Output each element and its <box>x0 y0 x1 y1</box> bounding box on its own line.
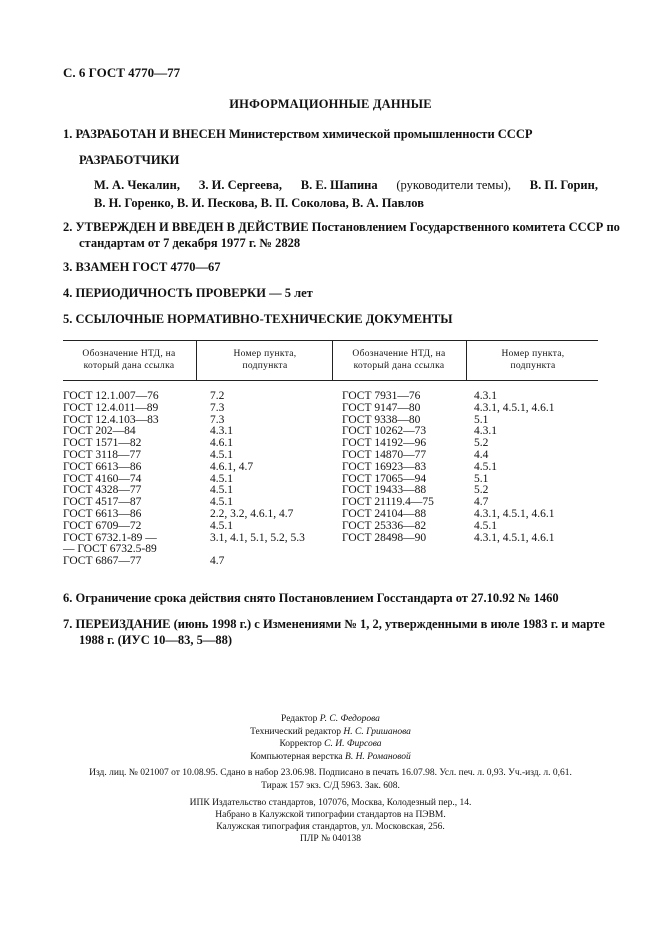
imprint-line: Набрано в Калужской типографии стандартов на ПЭВМ. <box>215 810 446 820</box>
table-cell: 5.1 <box>474 413 489 426</box>
imprint-line: ПЛР № 040138 <box>300 834 361 844</box>
credit-tech-editor: Технический редактор Н. С. Гришанова <box>250 726 411 737</box>
table-header-cell: Обозначение НТД, на который дана ссылка <box>82 349 176 371</box>
table-cell: ГОСТ 12.1.007—76 <box>63 390 159 402</box>
table-cell: 4.3.1 <box>474 390 497 402</box>
table-cell: 4.5.1 <box>210 472 233 485</box>
table-divider <box>332 340 333 380</box>
table-cell: ГОСТ 7931—76 <box>342 390 421 402</box>
table-cell: 4.5.1 <box>474 460 497 473</box>
section-2-line-1: 2. УТВЕРЖДЕН И ВВЕДЕН В ДЕЙСТВИЕ Постановлением Государственного комитета СССР по <box>63 220 620 234</box>
table-cell: ГОСТ 24104—88 <box>342 507 427 520</box>
table-divider <box>466 340 467 380</box>
developer-role: (руководители темы), <box>396 178 512 192</box>
table-cell: 4.6.1 <box>210 437 233 450</box>
section-1: 1. РАЗРАБОТАН И ВНЕСЕН Министерством химической промышленности СССР <box>63 127 533 141</box>
table-cell: ГОСТ 6867—77 <box>63 555 142 568</box>
developer-name: В. П. Горин, <box>529 178 598 192</box>
table-cell: 4.3.1 <box>474 425 497 438</box>
print-line-1: Изд. лиц. № 021007 от 10.08.95. Сдано в набор 23.06.98. Подписано в печать 16.07.98. Усл. печ. л. 0,93. Уч.-изд. л. 0,61. <box>89 768 572 778</box>
section-2-line-2: стандартам от 7 декабря 1977 г. № 2828 <box>79 236 301 250</box>
table-cell: ГОСТ 10262—73 <box>342 425 427 438</box>
section-4: 4. ПЕРИОДИЧНОСТЬ ПРОВЕРКИ — 5 лет <box>63 286 313 300</box>
imprint-line: Калужская типография стандартов, ул. Московская, 256. <box>216 822 445 832</box>
table-cell: ГОСТ 19433—88 <box>342 484 427 497</box>
document-title: ИНФОРМАЦИОННЫЕ ДАННЫЕ <box>229 97 432 111</box>
section-7-line-2: 1988 г. (ИУС 10—83, 5—88) <box>79 633 233 647</box>
table-cell: 4.6.1, 4.7 <box>210 460 254 473</box>
table-cell: 5.2 <box>474 484 489 497</box>
table-cell: 4.5.1 <box>210 448 233 461</box>
credits-block <box>0 713 661 763</box>
print-line-2: Тираж 157 экз. С/Д 5963. Зак. 608. <box>261 781 400 791</box>
table-cell: ГОСТ 6613—86 <box>63 507 142 520</box>
table-cell: 4.7 <box>474 496 489 509</box>
table-column-right-docs <box>342 391 434 544</box>
table-cell: ГОСТ 25336—82 <box>342 519 427 532</box>
developer-name: В. Е. Шапина <box>300 178 378 192</box>
table-cell: — ГОСТ 6732.5-89 <box>63 543 157 556</box>
imprint-block <box>0 797 661 845</box>
table-cell: 7.3 <box>210 401 225 414</box>
table-cell: ГОСТ 21119.4—75 <box>342 496 434 509</box>
table-cell: ГОСТ 12.4.103—83 <box>63 413 159 426</box>
table-header-cell: Номер пункта, подпункта <box>501 349 565 371</box>
table-top-rule <box>63 340 598 341</box>
credit-corrector: Корректор С. И. Фирсова <box>279 739 382 749</box>
table-cell: ГОСТ 28498—90 <box>342 531 427 544</box>
table-cell: ГОСТ 6732.1-89 — <box>63 531 157 544</box>
table-header-cell: Номер пункта, подпункта <box>233 349 297 371</box>
table-cell: ГОСТ 6613—86 <box>63 460 142 473</box>
table-cell: 4.3.1 <box>210 425 233 438</box>
table-cell: ГОСТ 9147—80 <box>342 401 421 414</box>
table-cell: 4.4 <box>474 448 489 461</box>
table-cell: ГОСТ 4328—77 <box>63 484 142 497</box>
table-cell: 7.2 <box>210 390 225 402</box>
table-column-left-items <box>210 391 305 568</box>
table-cell: 5.2 <box>474 437 489 450</box>
table-cell: ГОСТ 17065—94 <box>342 472 427 485</box>
table-column-left-docs <box>63 391 159 568</box>
developer-name: М. А. Чекалин, <box>94 178 180 192</box>
section-7-line-1: 7. ПЕРЕИЗДАНИЕ (июнь 1998 г.) с Изменениями № 1, 2, утвержденными в июле 1983 г. и марте <box>63 617 605 631</box>
section-6: 6. Ограничение срока действия снято Постановлением Госстандарта от 27.10.92 № 1460 <box>63 591 559 605</box>
table-cell: 4.3.1, 4.5.1, 4.6.1 <box>474 531 555 544</box>
table-cell <box>210 544 305 556</box>
table-cell: 4.5.1 <box>210 484 233 497</box>
developers-label: РАЗРАБОТЧИКИ <box>79 153 180 167</box>
table-cell: ГОСТ 14192—96 <box>342 437 427 450</box>
table-header-rule <box>63 380 598 381</box>
section-5: 5. ССЫЛОЧНЫЕ НОРМАТИВНО-ТЕХНИЧЕСКИЕ ДОКУМЕНТЫ <box>63 312 453 326</box>
table-cell: ГОСТ 4517—87 <box>63 496 142 509</box>
table-cell: 4.5.1 <box>210 519 233 532</box>
developers-line-2: В. Н. Горенко, В. И. Пескова, В. П. Соколова, В. А. Павлов <box>94 196 424 210</box>
credit-editor: Редактор Р. С. Федорова <box>281 714 380 724</box>
reference-table <box>63 340 598 580</box>
credit-layout: Компьютерная верстка В. Н. Романовой <box>250 751 411 762</box>
table-cell: 7.3 <box>210 413 225 426</box>
table-cell: ГОСТ 12.4.011—89 <box>63 401 159 414</box>
table-divider <box>196 340 197 380</box>
table-cell: 2.2, 3.2, 4.6.1, 4.7 <box>210 507 294 520</box>
table-cell: ГОСТ 4160—74 <box>63 472 142 485</box>
table-cell: ГОСТ 6709—72 <box>63 519 142 532</box>
table-cell: ГОСТ 16923—83 <box>342 460 427 473</box>
developers-line-1 <box>94 178 598 193</box>
table-cell: ГОСТ 202—84 <box>63 425 136 438</box>
table-cell: 4.5.1 <box>474 519 497 532</box>
table-cell: 5.1 <box>474 472 489 485</box>
table-cell: 4.3.1, 4.5.1, 4.6.1 <box>474 401 555 414</box>
table-cell: 3.1, 4.1, 5.1, 5.2, 5.3 <box>210 531 305 544</box>
table-cell: 4.7 <box>210 555 225 568</box>
table-column-right-items <box>474 391 555 544</box>
table-cell: ГОСТ 1571—82 <box>63 437 142 450</box>
developer-name: З. И. Сергеева, <box>198 178 282 192</box>
table-cell: ГОСТ 9338—80 <box>342 413 421 426</box>
table-cell: 4.3.1, 4.5.1, 4.6.1 <box>474 507 555 520</box>
page-header: С. 6 ГОСТ 4770—77 <box>63 65 181 80</box>
table-cell: ГОСТ 3118—77 <box>63 448 141 461</box>
table-header-cell: Обозначение НТД, на который дана ссылка <box>352 349 446 371</box>
table-cell: ГОСТ 14870—77 <box>342 448 427 461</box>
table-cell: 4.5.1 <box>210 496 233 509</box>
section-3: 3. ВЗАМЕН ГОСТ 4770—67 <box>63 260 221 274</box>
imprint-line: ИПК Издательство стандартов, 107076, Москва, Колодезный пер., 14. <box>189 798 472 808</box>
